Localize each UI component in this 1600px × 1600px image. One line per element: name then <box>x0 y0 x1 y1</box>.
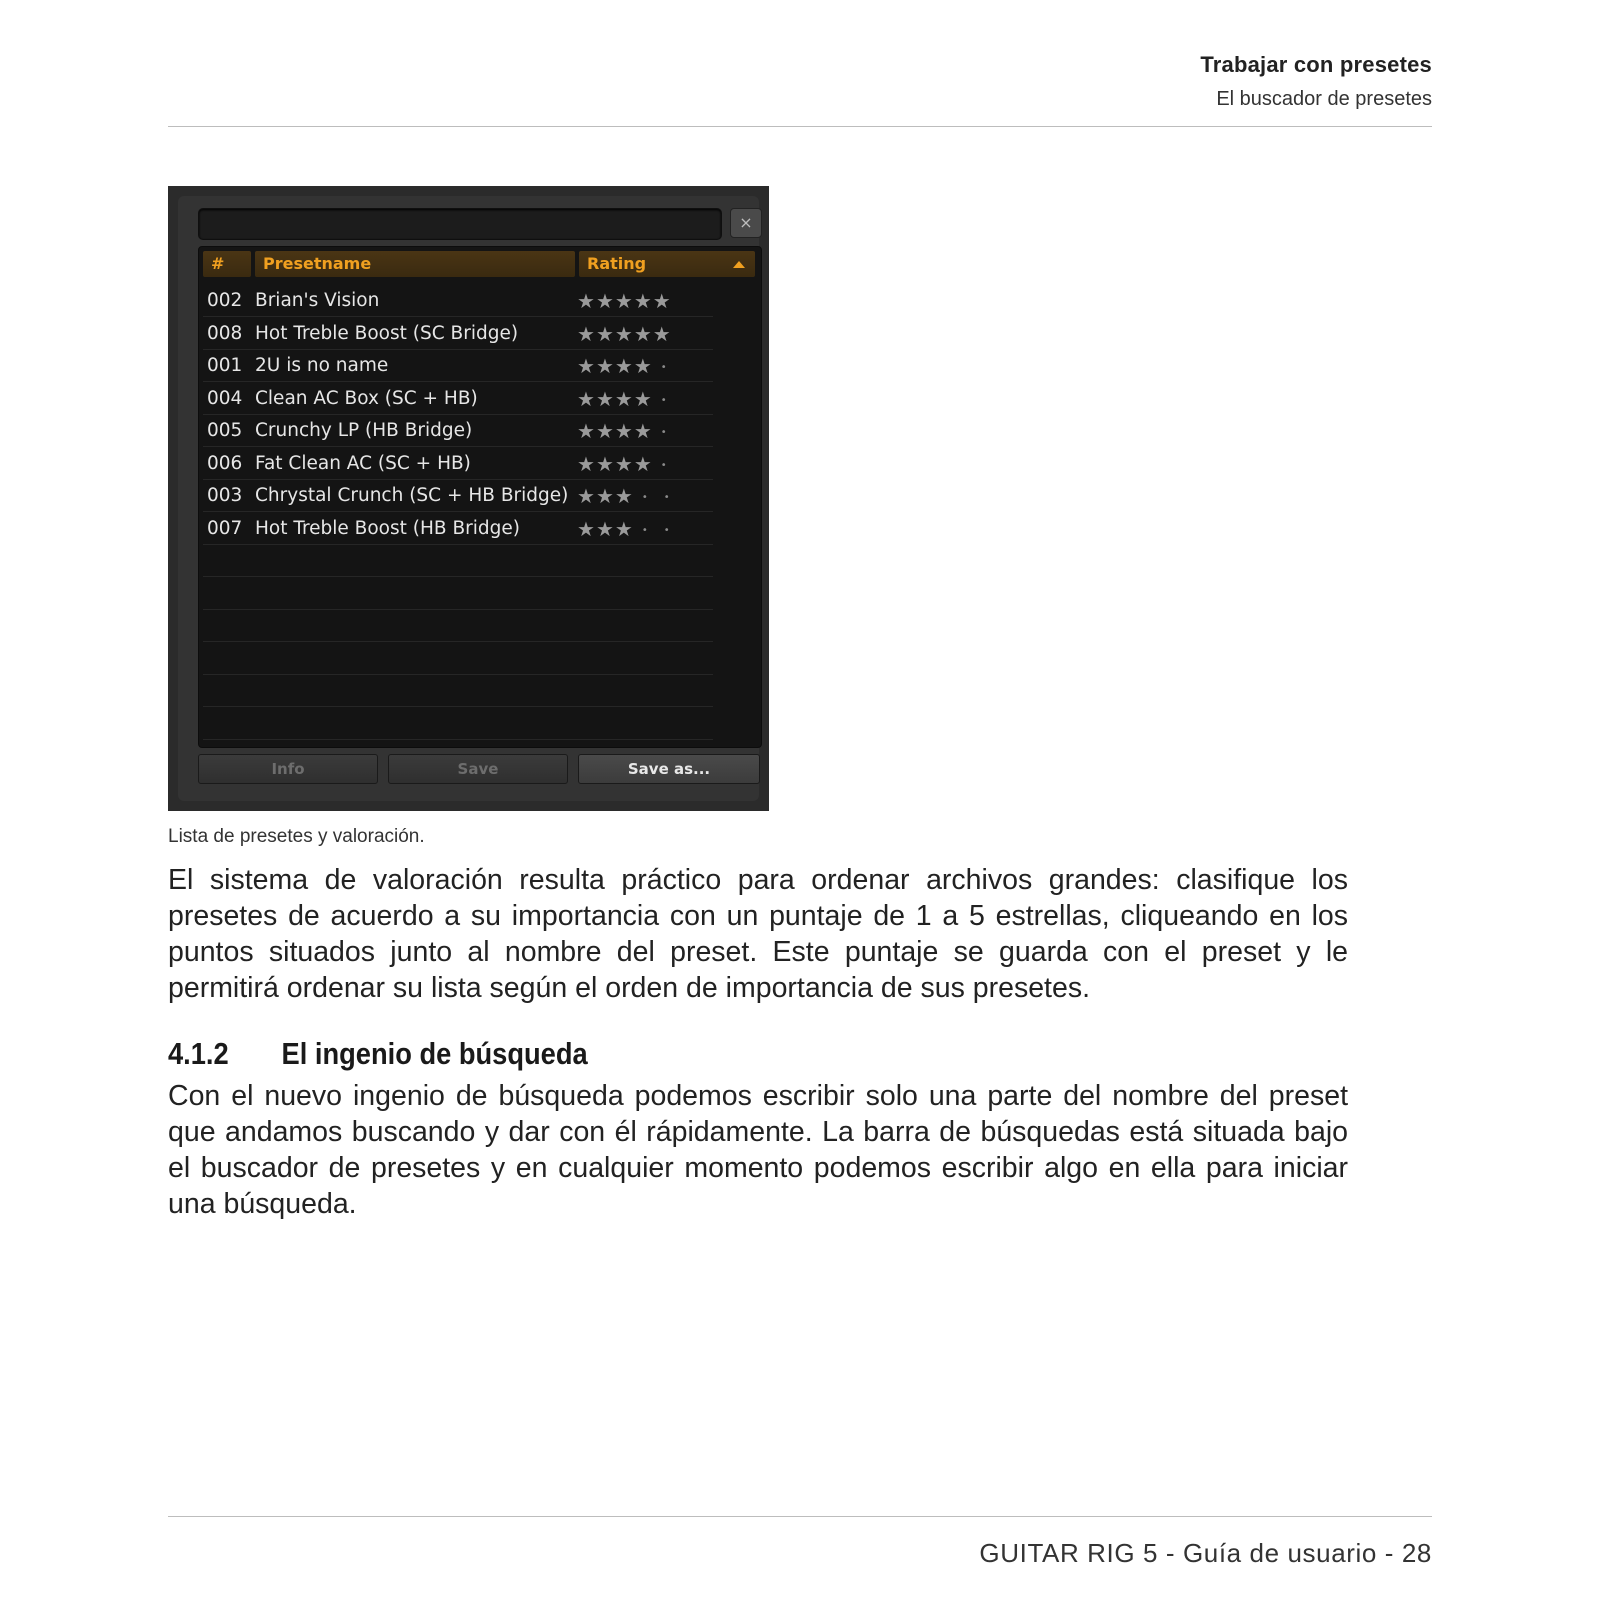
preset-row[interactable] <box>203 480 713 512</box>
rating-stars[interactable] <box>577 480 678 514</box>
preset-row[interactable] <box>203 285 713 317</box>
star-icon[interactable]: ★ <box>577 354 596 378</box>
preset-name: Clean AC Box (SC + HB) <box>255 387 478 409</box>
preset-row[interactable] <box>203 350 713 382</box>
star-icon[interactable]: ★ <box>595 386 615 411</box>
star-icon[interactable]: ★ <box>633 386 653 411</box>
rating-dot-icon[interactable]: • <box>660 427 668 438</box>
preset-number: 001 <box>207 355 243 376</box>
star-icon[interactable]: ★ <box>595 451 615 476</box>
preset-name: 2U is no name <box>255 355 389 376</box>
figure-caption: Lista de presetes y valoración. <box>168 826 425 847</box>
rating-dot-icon[interactable]: • <box>660 394 668 406</box>
star-icon[interactable]: ★ <box>577 386 596 411</box>
preset-name: Chrystal Crunch (SC + HB Bridge) <box>255 485 569 506</box>
preset-name: Hot Treble Boost (SC Bridge) <box>255 322 519 344</box>
preset-number: 007 <box>207 517 243 539</box>
running-header <box>1200 52 1432 111</box>
preset-number: 008 <box>207 322 243 344</box>
preset-name: Fat Clean AC (SC + HB) <box>255 452 471 474</box>
star-icon[interactable]: ★ <box>577 516 596 541</box>
star-icon[interactable]: ★ <box>595 321 615 346</box>
rating-dot-icon[interactable]: • <box>660 459 668 471</box>
info-button[interactable]: Info <box>198 754 378 784</box>
star-icon[interactable]: ★ <box>595 419 615 443</box>
body-paragraph-2: Con el nuevo ingenio de búsqueda podemos escribir solo una parte del nombre del preset que andamos buscando y dar con él rápidamente. La barra de búsquedas está situada bajo el buscador de presetes y en cualquier momento podemos escribir algo en ella para iniciar una búsqueda. <box>168 1080 1348 1220</box>
star-icon[interactable]: ★ <box>652 321 672 346</box>
rating-stars[interactable] <box>577 383 675 417</box>
star-icon[interactable]: ★ <box>614 321 634 346</box>
preset-name: Brian's Vision <box>255 290 380 311</box>
section-number: 4.1.2 <box>168 1036 229 1071</box>
preset-browser-screenshot <box>168 186 769 811</box>
star-icon[interactable]: ★ <box>595 289 615 313</box>
star-icon[interactable]: ★ <box>614 289 634 313</box>
preset-row[interactable] <box>203 513 713 545</box>
save-as-button[interactable]: Save as... <box>578 754 760 784</box>
search-input[interactable] <box>198 208 722 240</box>
footer-divider <box>168 1516 1432 1517</box>
star-icon[interactable]: ★ <box>577 419 596 443</box>
empty-row <box>203 643 713 675</box>
preset-number: 002 <box>207 290 243 311</box>
empty-row <box>203 578 713 610</box>
page-footer: GUITAR RIG 5 - Guía de usuario - 28 <box>979 1538 1432 1568</box>
rating-stars[interactable] <box>577 448 675 482</box>
preset-row[interactable] <box>203 318 713 350</box>
close-icon[interactable]: × <box>730 208 762 238</box>
rating-dot-icon[interactable]: • <box>663 492 671 503</box>
empty-row <box>203 708 713 740</box>
star-icon[interactable]: ★ <box>633 289 653 313</box>
preset-number: 004 <box>207 387 243 409</box>
rating-stars[interactable] <box>577 285 672 317</box>
preset-row[interactable] <box>203 448 713 480</box>
rating-dot-icon[interactable]: • <box>641 524 649 536</box>
star-icon[interactable]: ★ <box>614 516 634 541</box>
star-icon[interactable]: ★ <box>652 289 672 313</box>
star-icon[interactable]: ★ <box>577 289 596 313</box>
empty-row <box>203 545 713 577</box>
star-icon[interactable]: ★ <box>595 354 615 378</box>
star-icon[interactable]: ★ <box>614 354 634 378</box>
column-header-presetname[interactable]: Presetname <box>255 251 575 277</box>
star-icon[interactable]: ★ <box>577 321 596 346</box>
preset-number: 005 <box>207 420 243 441</box>
sort-ascending-icon <box>733 261 745 268</box>
star-icon[interactable]: ★ <box>633 419 653 443</box>
rating-stars[interactable] <box>577 415 675 449</box>
preset-list <box>198 246 762 748</box>
empty-row <box>203 610 713 642</box>
preset-name: Crunchy LP (HB Bridge) <box>255 420 473 441</box>
section-title: El buscador de presetes <box>1216 88 1432 110</box>
star-icon[interactable]: ★ <box>633 321 653 346</box>
body-paragraph-1: El sistema de valoración resulta práctico para ordenar archivos grandes: clasifique los presetes de acuerdo a su importancia con un puntaje de 1 a 5 estrellas, cliqueando en los puntos situados junto al nombre del preset. Este puntaje se guarda con el preset y le permitirá ordenar su lista según el orden de importancia de sus presetes. <box>168 864 1348 1004</box>
rating-dot-icon[interactable]: • <box>641 492 649 503</box>
preset-browser-panel <box>178 196 759 801</box>
rating-dot-icon[interactable]: • <box>663 524 671 536</box>
rating-dot-icon[interactable]: • <box>660 362 668 373</box>
rating-stars[interactable] <box>577 513 678 547</box>
preset-row[interactable] <box>203 383 713 415</box>
header-divider <box>168 126 1432 127</box>
star-icon[interactable]: ★ <box>595 516 615 541</box>
preset-row[interactable] <box>203 415 713 447</box>
star-icon[interactable]: ★ <box>577 484 596 508</box>
preset-number: 003 <box>207 485 243 506</box>
preset-name: Hot Treble Boost (HB Bridge) <box>255 517 520 539</box>
star-icon[interactable]: ★ <box>577 451 596 476</box>
star-icon[interactable]: ★ <box>595 484 615 508</box>
rating-stars[interactable] <box>577 350 675 384</box>
column-header-number[interactable]: # <box>203 251 251 277</box>
save-button[interactable]: Save <box>388 754 568 784</box>
chapter-title: Trabajar con presetes <box>1200 52 1432 77</box>
star-icon[interactable]: ★ <box>614 451 634 476</box>
preset-number: 006 <box>207 452 243 474</box>
star-icon[interactable]: ★ <box>614 386 634 411</box>
star-icon[interactable]: ★ <box>614 419 634 443</box>
star-icon[interactable]: ★ <box>614 484 634 508</box>
section-heading-title: El ingenio de búsqueda <box>281 1036 588 1071</box>
star-icon[interactable]: ★ <box>633 354 653 378</box>
section-heading <box>168 1036 588 1072</box>
rating-stars[interactable] <box>577 318 672 350</box>
column-header-rating-label: Rating <box>587 254 647 273</box>
star-icon[interactable]: ★ <box>633 451 653 476</box>
column-header-rating[interactable] <box>579 251 755 277</box>
empty-row <box>203 675 713 707</box>
